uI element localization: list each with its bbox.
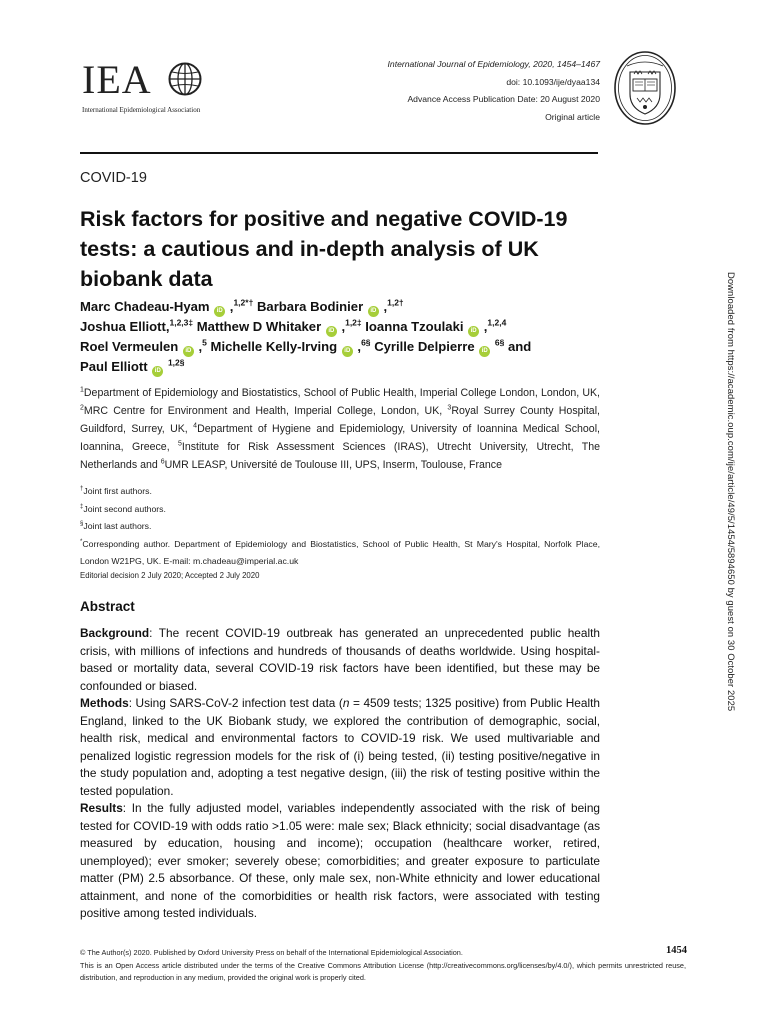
author-name[interactable]: Roel Vermeulen <box>80 339 179 354</box>
results-label: Results <box>80 801 123 815</box>
abstract-methods <box>80 695 600 800</box>
association-name: International Epidemiological Association <box>82 106 201 114</box>
logo-text: IEA <box>82 57 152 102</box>
author-affiliation-sup: 6§ <box>494 337 505 348</box>
advance-access-date: Advance Access Publication Date: 20 August 2020 <box>407 94 600 104</box>
author-affiliation-sup: 1,2,4 <box>487 317 507 328</box>
note-joint-second <box>80 501 600 519</box>
download-watermark-text: Downloaded from https://academic.oup.com/ije/article/49/5/1454/5894650 by guest on 30 October 2025 <box>726 272 737 712</box>
affiliation-text: MRC Centre for Environment and Health, Imperial College, London, UK, <box>83 405 448 418</box>
author-affiliation-sup: 1,2§ <box>167 357 185 368</box>
download-watermark <box>726 272 750 762</box>
header-rule <box>80 152 598 154</box>
affiliation-sup: 5 <box>178 440 182 448</box>
note-joint-last <box>80 518 600 536</box>
note-corresponding-author <box>80 536 600 571</box>
methods-text: : Using SARS-CoV-2 infection test data ( <box>128 696 343 710</box>
author-notes <box>80 483 600 571</box>
affiliation-sup: 1 <box>80 386 84 394</box>
orcid-icon[interactable]: iD <box>479 346 490 357</box>
author-name[interactable]: Paul Elliott <box>80 359 148 374</box>
affiliation-sup: 2 <box>80 404 84 412</box>
note-sup: § <box>80 521 84 528</box>
crest-icon <box>613 50 677 126</box>
affiliation-sup: 6 <box>160 458 165 466</box>
affiliation-text: Royal Surrey County Hospital, Guildford, Surrey, UK, <box>80 405 600 436</box>
note-sup: * <box>80 538 83 545</box>
note-joint-first <box>80 483 600 501</box>
journal-info <box>388 56 600 126</box>
doi[interactable]: doi: 10.1093/ije/dyaa134 <box>506 76 600 87</box>
author-affiliation-sup: 1,2*† <box>233 297 254 308</box>
author-name[interactable]: Michelle Kelly-Irving <box>210 339 338 354</box>
abstract-results <box>80 800 600 923</box>
abstract-body <box>80 625 600 923</box>
author-name[interactable]: Marc Chadeau-Hyam <box>80 299 210 314</box>
affiliation-text: Department of Hygiene and Epidemiology, University of Ioannina Medical School, Ioannina, Greece, <box>80 423 600 454</box>
author-name[interactable]: Cyrille Delpierre <box>374 339 475 354</box>
note-sup: ‡ <box>80 503 84 510</box>
affiliations <box>80 384 600 474</box>
orcid-icon[interactable]: iD <box>342 346 353 357</box>
methods-label: Methods <box>80 696 129 710</box>
note-text: Corresponding author. Department of Epidemiology and Biostatistics, School of Public Health, St Mary's Hospital, Norfolk Place, London W21PG, UK. E-mail: m.chadeau@imperial.ac.uk <box>80 538 600 566</box>
license-text: This is an Open Access article distributed under the terms of the Creative Commons Attribution License (http://creativecommons.org/licenses/by/4.0/), which permits unrestricted reuse, distribution, and reproduction in any medium, provided the original work is properly cited. <box>80 960 686 982</box>
author-affiliation-sup: 1,2‡ <box>345 317 362 328</box>
globe-icon <box>168 62 202 96</box>
author-list: Marc Chadeau-Hyam iD ,$^{1,2*\dagger}$ Barbara Bodinier iD ,$^{1,2\dagger}$ Joshua Elliott,$^{1,2,3\ddagger}$ Matthew D Whitaker iD ,$^{1,2\ddagger}$ Ioanna Tzoulaki iD ,$^{1,2,4}$ Roel Vermeulen iD ,$^5$ Michelle Kelly-Irving iD ,$^{6\S}$ Cyrille Delpierre iD $^{6\S}$ and Paul Elliott iD $^{1,2\S}$ <box>80 297 615 377</box>
methods-n: n <box>342 696 350 710</box>
background-text: : The recent COVID-19 outbreak has generated an unprecedented public health crisis, with millions of infections and hundreds of thousands of deaths worldwide. Using hospital-based or mortality data, several COVID-19 risk factors have been identified, but these may be confounded or biased. <box>80 626 600 693</box>
affiliation-sup: 3 <box>447 404 452 412</box>
affiliation-text: Department of Epidemiology and Biostatistics, School of Public Health, Imperial College London, London, UK, <box>83 387 600 399</box>
page-number: 1454 <box>666 945 687 956</box>
background-label: Background <box>80 626 150 640</box>
abstract-background <box>80 625 600 695</box>
copyright-line: © The Author(s) 2020. Published by Oxford University Press on behalf of the International Epidemiological Association. <box>80 948 463 957</box>
author-name[interactable]: Matthew D Whitaker <box>196 319 322 334</box>
editorial-decision: Editorial decision 2 July 2020; Accepted 2 July 2020 <box>80 571 260 580</box>
note-sup: † <box>80 486 84 493</box>
author-name[interactable]: Joshua Elliott, <box>80 319 170 334</box>
affiliation-sup: 4 <box>193 422 198 430</box>
author-name[interactable]: Barbara Bodinier <box>256 299 364 314</box>
author-affiliation-sup: 5 <box>202 337 207 348</box>
author-name[interactable]: Ioanna Tzoulaki <box>365 319 464 334</box>
orcid-icon[interactable]: iD <box>326 326 337 337</box>
affiliation-text: UMR LEASP, Université de Toulouse III, UPS, Inserm, Toulouse, France <box>164 459 502 472</box>
article-type: Original article <box>545 111 600 122</box>
author-affiliation-sup: 1,2† <box>387 297 404 308</box>
orcid-icon[interactable]: iD <box>368 306 379 317</box>
abstract-heading: Abstract <box>80 599 135 614</box>
orcid-icon[interactable]: iD <box>214 306 225 317</box>
journal-citation: International Journal of Epidemiology, 2020, 1454–1467 <box>387 59 600 69</box>
orcid-icon[interactable]: iD <box>152 366 163 377</box>
note-text: Joint first authors. <box>83 486 152 496</box>
affiliation-text: Institute for Risk Assessment Sciences (IRAS), Utrecht University, Utrecht, The Netherlands and <box>80 441 600 472</box>
iea-logo <box>82 58 242 118</box>
author-affiliation-sup: 6§ <box>361 337 371 348</box>
orcid-icon[interactable]: iD <box>183 346 194 357</box>
article-title: Risk factors for positive and negative COVID-19 tests: a cautious and in-depth analysis of UK biobank data <box>80 207 568 291</box>
section-label: COVID-19 <box>80 170 147 186</box>
author-conjunction: and <box>508 339 532 354</box>
author-affiliation-sup: 1,2,3‡ <box>169 317 194 328</box>
orcid-icon[interactable]: iD <box>468 326 479 337</box>
results-text: : In the fully adjusted model, variables independently associated with the risk of being tested for COVID-19 with odds ratio >1.05 were: male sex; Black ethnicity; social disadvantage (as measured by education, housing and income); occupation (healthcare worker, retired, unemployed); ever smoker; severely obese; comorbidities; and greater exposure to particulate matter (PM) 2.5 absorbance. Of these, only male sex, non-White ethnicity and lower educational attainment, and none of the comorbidities or health risk factors, were associated with testing positive among tested individuals. <box>80 801 600 920</box>
note-text: Joint second authors. <box>83 503 166 514</box>
footer <box>80 947 686 985</box>
methods-text-cont: = 4509 tests; 1325 positive) from Public Health England, linked to the UK Biobank study, we explored the contribution of demographic, social, health risk, medical and environmental factors to COVID-19 risk. We used multivariable and penalized logistic regression models for the risk of (i) being tested, (ii) testing positive/negative in the study population and, adopting a test negative design, (iii) the risk of testing positive within the tested population. <box>80 696 600 798</box>
note-text: Joint last authors. <box>83 521 152 531</box>
